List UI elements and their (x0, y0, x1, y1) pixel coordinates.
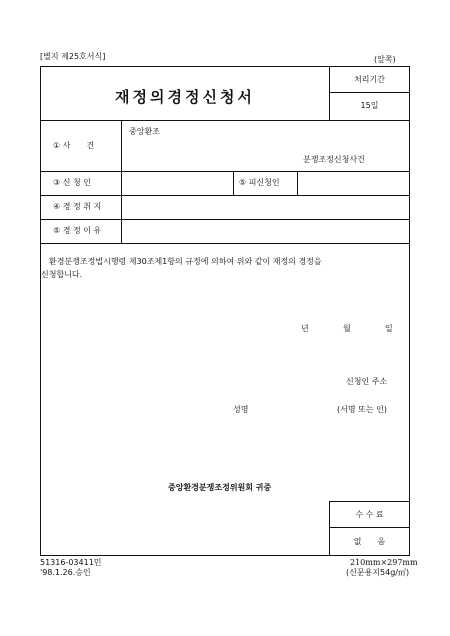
fee-label: 수 수 료 (355, 510, 384, 519)
reason-label: ⑤ 경 정 이 유 (53, 226, 102, 235)
case-value-line2: 분쟁조정신청사건 (303, 155, 365, 164)
respondent-label: ⑤ 피신청인 (239, 178, 280, 187)
date-month-label: 월 (343, 324, 351, 333)
paper-size: 210mm×297mm (350, 558, 418, 567)
form-frame (40, 66, 410, 556)
processing-period-label: 처리기간 (354, 75, 385, 84)
processing-period-value: 15일 (360, 101, 379, 110)
case-label: ① 사 건 (53, 141, 95, 150)
applicant-address-label: 신청인 주소 (346, 377, 388, 386)
form-code: 51316-03411민 (40, 558, 102, 567)
approval-date: '98.1.26.승인 (40, 568, 91, 577)
paper-type: (신문용지54g/㎡) (346, 568, 410, 577)
paper-side-label: (앞쪽) (374, 55, 396, 64)
date-day-label: 일 (385, 324, 393, 333)
case-value-line1: 중앙환조 (129, 127, 160, 136)
purpose-label: ④ 경 정 취 지 (53, 202, 102, 211)
form-title: 재정의경정신청서 (115, 88, 255, 106)
date-year-label: 년 (301, 324, 309, 333)
signature-label: (서명 또는 인) (337, 405, 387, 414)
applicant-label: ③ 신 청 인 (53, 178, 91, 187)
addressee: 중앙환경분쟁조정위원회 귀중 (168, 483, 272, 492)
form-number: [별지 제25호서식] (40, 52, 106, 61)
fee-value: 없 음 (353, 537, 386, 546)
statement-line2: 신청합니다. (41, 270, 83, 279)
name-label: 성명 (233, 405, 249, 414)
statement-line1: 환경분쟁조정법시행령 제30조제1항의 규정에 의하여 위와 같이 재정의 경정을 (49, 257, 322, 266)
